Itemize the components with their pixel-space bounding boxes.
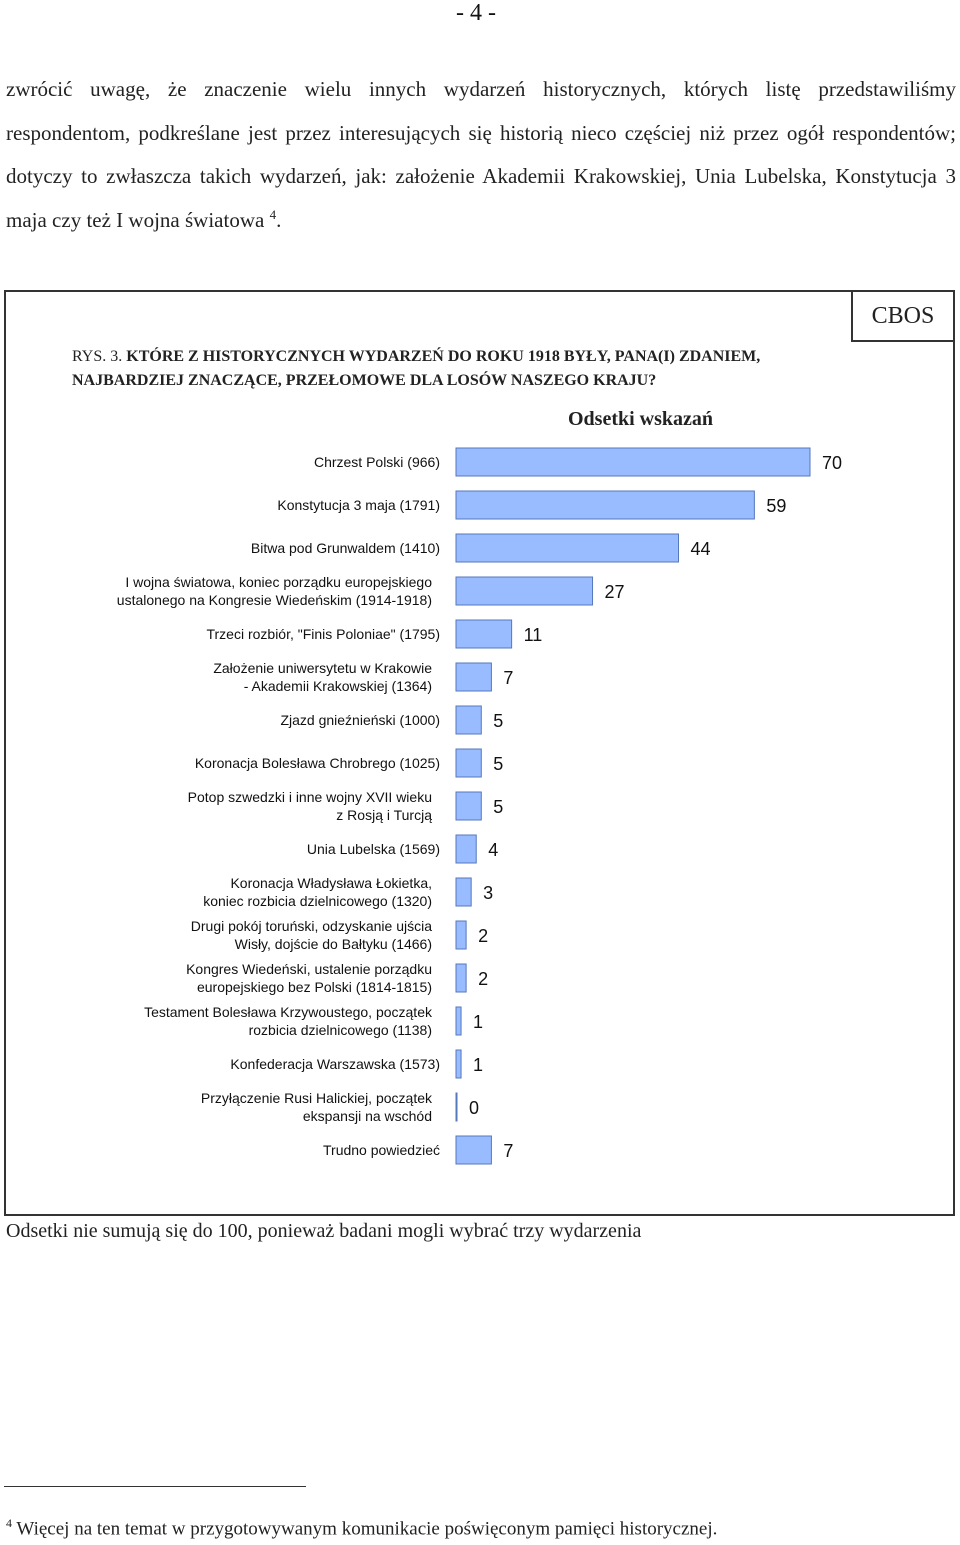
value-label-8: 5 bbox=[493, 797, 504, 817]
category-line: Unia Lubelska (1569) bbox=[306, 841, 440, 857]
category-line: z Rosją i Turcją bbox=[336, 807, 432, 823]
category-label-4 bbox=[206, 626, 440, 642]
bar-11 bbox=[456, 921, 466, 949]
bar-1 bbox=[456, 491, 754, 519]
category-line: Konstytucja 3 maja (1791) bbox=[277, 497, 440, 513]
bar-3 bbox=[456, 577, 593, 605]
bar-5 bbox=[456, 663, 491, 691]
bar-8 bbox=[456, 792, 481, 820]
bar-10 bbox=[456, 878, 471, 906]
category-line: Trudno powiedzieć bbox=[323, 1142, 440, 1158]
category-label-2 bbox=[251, 540, 440, 556]
category-line: - Akademii Krakowskiej (1364) bbox=[243, 678, 432, 694]
footnote-ref: 4 bbox=[269, 206, 277, 222]
value-label-4: 11 bbox=[523, 625, 543, 645]
value-label-1: 59 bbox=[766, 496, 787, 516]
category-line: Bitwa pod Grunwaldem (1410) bbox=[250, 540, 440, 556]
value-label-10: 3 bbox=[483, 883, 494, 903]
category-line: rozbicia dzielnicowego (1138) bbox=[248, 1022, 432, 1038]
bar-4 bbox=[456, 620, 512, 648]
axis-label: Odsetki wskazań bbox=[568, 408, 714, 430]
category-line: Kongres Wiedeński, ustalenie porządku bbox=[186, 961, 432, 977]
value-label-12: 2 bbox=[478, 969, 489, 989]
page-number: - 4 - bbox=[456, 0, 496, 26]
bar-15 bbox=[456, 1093, 457, 1121]
category-label-15 bbox=[201, 1090, 433, 1124]
category-label-10 bbox=[203, 875, 432, 909]
cbos-badge: CBOS bbox=[851, 290, 955, 342]
category-label-11 bbox=[191, 918, 432, 952]
footnote bbox=[6, 1516, 717, 1540]
paragraph-text: zwrócić uwagę, że znaczenie wielu innych wydarzeń historycznych, których listę przedstawiliśmy respondentom, podkreślane jest przez interesujących się historią nieco częściej niż przez ogół respondentów; dotyczy to zwłaszcza takich wydarzeń, jak: założenie Akademii Krakowskiej, Unia Lubelska, Konstytucja 3 maja czy też I wojna światowa bbox=[6, 77, 956, 232]
value-label-0: 70 bbox=[822, 453, 843, 473]
value-label-6: 5 bbox=[493, 711, 504, 731]
value-label-9: 4 bbox=[488, 840, 499, 860]
value-label-7: 5 bbox=[493, 754, 504, 774]
category-line: Chrzest Polski (966) bbox=[313, 454, 440, 470]
category-label-14 bbox=[230, 1056, 440, 1072]
category-line: koniec rozbicia dzielnicowego (1320) bbox=[203, 893, 432, 909]
category-line: Przyłączenie Rusi Halickiej, początek bbox=[200, 1090, 432, 1106]
category-label-8 bbox=[188, 789, 433, 823]
bar-14 bbox=[456, 1050, 461, 1078]
bar-13 bbox=[456, 1007, 461, 1035]
category-label-13 bbox=[144, 1004, 433, 1038]
category-line: Potop szwedzki i inne wojny XVII wieku bbox=[187, 789, 432, 805]
value-label-11: 2 bbox=[478, 926, 489, 946]
category-line: Założenie uniwersytetu w Krakowie bbox=[213, 660, 432, 676]
category-label-0 bbox=[314, 454, 440, 470]
category-line: Trzeci rozbiór, "Finis Poloniae" (1795) bbox=[206, 626, 440, 642]
bar-9 bbox=[456, 835, 476, 863]
category-label-16 bbox=[323, 1142, 440, 1158]
figure-note: Odsetki nie sumują się do 100, ponieważ badani mogli wybrać trzy wydarzenia bbox=[6, 1220, 642, 1242]
value-label-16: 7 bbox=[503, 1141, 514, 1161]
category-line: Koronacja Władysława Łokietka, bbox=[230, 875, 432, 891]
paragraph-end: . bbox=[276, 207, 282, 232]
bar-16 bbox=[456, 1136, 491, 1164]
category-line: ekspansji na wschód bbox=[302, 1108, 432, 1124]
bar-12 bbox=[456, 964, 466, 992]
category-label-12 bbox=[186, 961, 432, 995]
category-line: europejskiego bez Polski (1814-1815) bbox=[196, 979, 432, 995]
figure-prefix: RYS. 3. bbox=[72, 348, 123, 365]
category-line: ustalonego na Kongresie Wiedeńskim (1914-1918) bbox=[116, 592, 432, 608]
footnote-rule bbox=[4, 1486, 306, 1487]
category-label-6 bbox=[280, 712, 440, 728]
category-line: Drugi pokój toruński, odzyskanie ujścia bbox=[190, 918, 432, 934]
bar-2 bbox=[456, 534, 679, 562]
category-label-7 bbox=[195, 755, 440, 771]
bar-0 bbox=[456, 448, 810, 476]
category-label-5 bbox=[213, 660, 432, 694]
category-label-3 bbox=[117, 574, 432, 608]
category-line: I wojna światowa, koniec porządku europejskiego bbox=[125, 574, 432, 590]
category-line: Wisły, dojście do Bałtyku (1466) bbox=[234, 936, 432, 952]
bar-7 bbox=[456, 749, 481, 777]
category-line: Testament Bolesława Krzywoustego, początek bbox=[144, 1004, 432, 1020]
category-label-9 bbox=[307, 841, 440, 857]
figure-title-text: KTÓRE Z HISTORYCZNYCH WYDARZEŃ DO ROKU 1918 BYŁY, PANA(I) ZDANIEM, NAJBARDZIEJ ZNACZĄCE, PRZEŁOMOWE DLA LOSÓW NASZEGO KRAJU? bbox=[72, 348, 761, 389]
value-label-13: 1 bbox=[473, 1012, 484, 1032]
value-label-15: 0 bbox=[469, 1098, 480, 1118]
value-label-3: 27 bbox=[604, 582, 625, 602]
footnote-text: Więcej na ten temat w przygotowywanym komunikacie poświęconym pamięci historycznej. bbox=[16, 1518, 718, 1540]
footnote-number: 4 bbox=[6, 1516, 12, 1530]
value-label-14: 1 bbox=[473, 1055, 484, 1075]
category-line: Koronacja Bolesława Chrobrego (1025) bbox=[194, 755, 440, 771]
value-label-5: 7 bbox=[503, 668, 514, 688]
category-line: Zjazd gnieźnieński (1000) bbox=[280, 712, 440, 728]
category-label-1 bbox=[277, 497, 440, 513]
value-label-2: 44 bbox=[690, 539, 711, 559]
category-line: Konfederacja Warszawska (1573) bbox=[230, 1056, 440, 1072]
bar-6 bbox=[456, 706, 481, 734]
